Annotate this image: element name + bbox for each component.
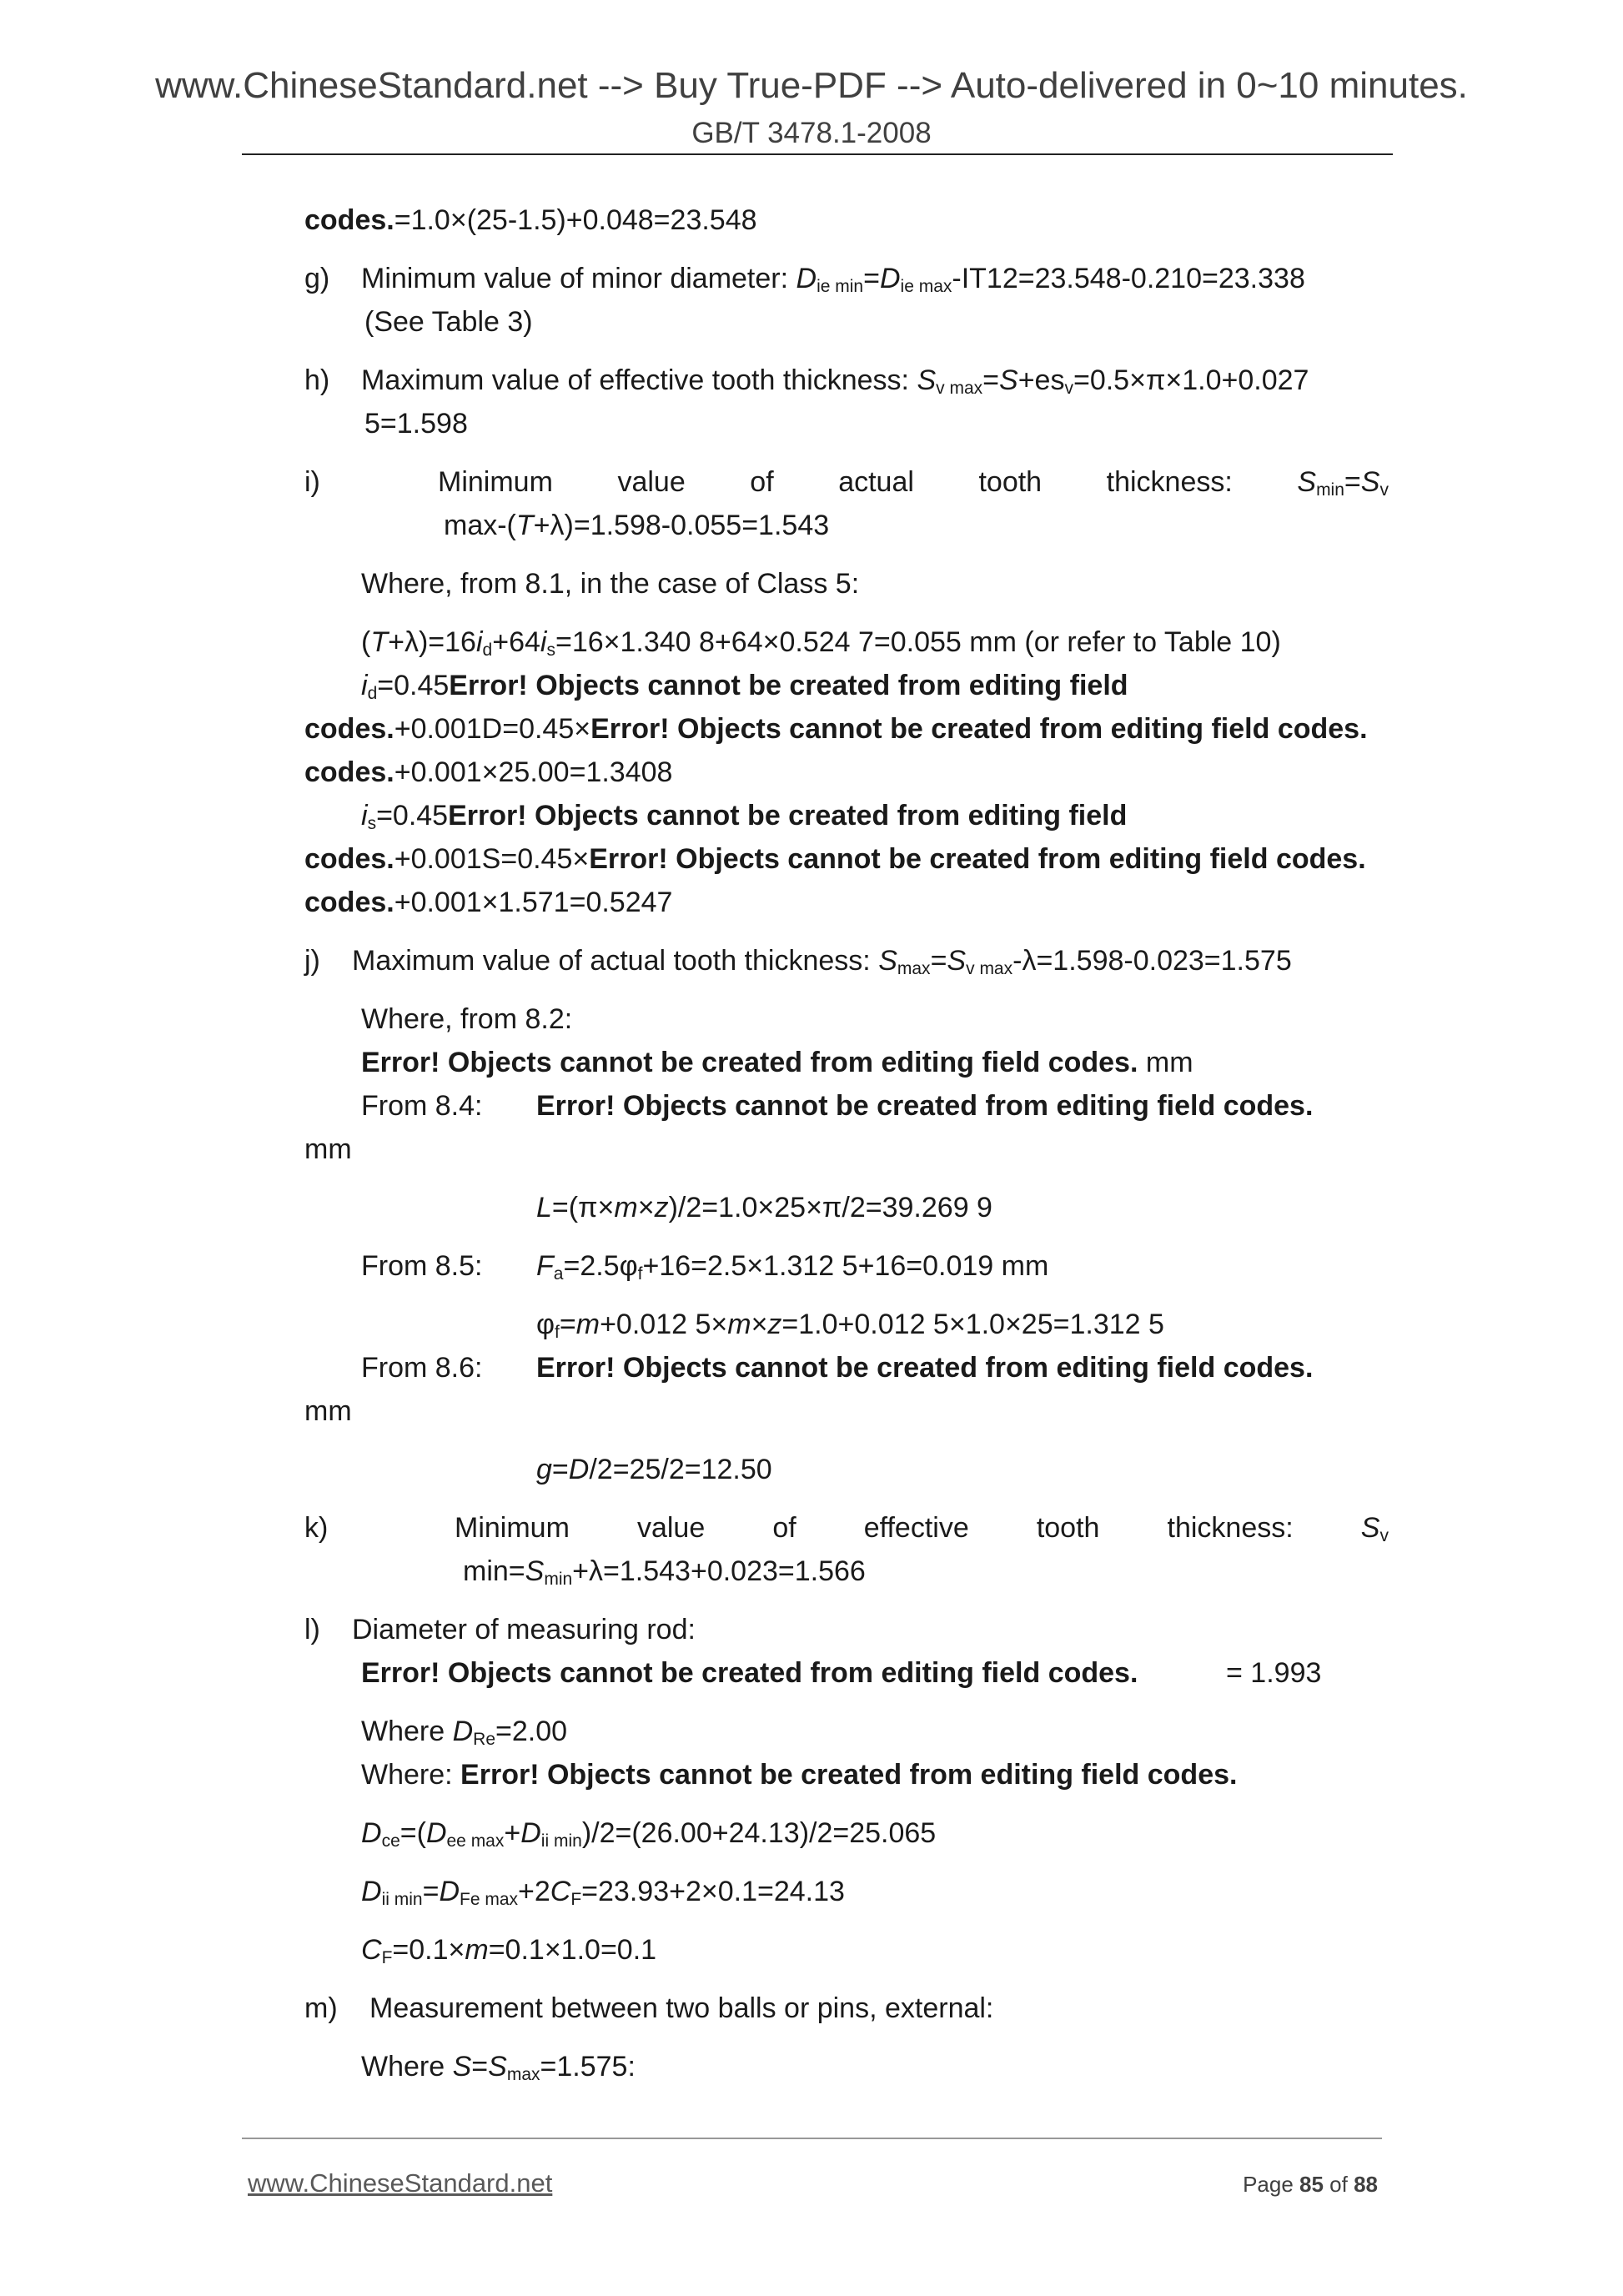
item-label-m: m) [304, 1992, 338, 2024]
item-label-l: l) [304, 1614, 320, 1645]
id-line-3: codes.+0.001×25.00=1.3408 [304, 756, 673, 788]
rod-diameter-value: = 1.993 [1226, 1657, 1322, 1689]
phi-formula: $\varphi_f=m+0.012$ 5×m×z=1.0+0.012 5×1.0×25=1.312 5 [536, 1309, 1164, 1342]
item-label-j: j) [304, 945, 320, 977]
word: of [772, 1512, 796, 1544]
error-text: Error! Objects cannot be created from editing field [449, 670, 1128, 701]
error-text: Error! Objects cannot be created from editing field codes. [589, 843, 1366, 875]
item-label-g: g) [304, 263, 330, 294]
error-line: Error! Objects cannot be created from editing field codes. [536, 1090, 1314, 1122]
id-line-2: codes.+0.001D=0.45×Error! Objects cannot be created from editing field codes. [304, 713, 1368, 745]
word: of [750, 466, 774, 498]
page-indicator: Page 85 of 88 [1243, 2172, 1378, 2197]
header-banner: www.ChineseStandard.net --> Buy True-PDF --> Auto-delivered in 0~10 minutes. [155, 65, 1468, 106]
item-label-h: h) [304, 364, 330, 396]
item-g-text: Minimum value of minor diameter: $D_{ie min}=D_{ie max}-IT12=23.548-0.210=23.338$ [361, 263, 1305, 296]
L-formula: L=(π×m×z)/2=1.0×25×π/2=39.269 9 [536, 1192, 992, 1223]
error-line: Error! Objects cannot be created from editing field codes. [361, 1657, 1138, 1689]
from-8-6-label: From 8.6: [361, 1352, 483, 1384]
word: Minimum [438, 466, 553, 498]
item-h-continuation: 5=1.598 [364, 408, 468, 440]
tolerance-formula: $(T+\lambda)=16i_d+64i_s=16\times 1.340$ 8+64×0.524 7=0.055 mm (or refer to Table 10) [361, 626, 1281, 660]
item-label-k: k) [304, 1512, 329, 1544]
cf-formula: $C_F=0.1\times m=0.1\times 1.0=0.1$ [361, 1934, 657, 1967]
word: thickness: [1167, 1512, 1294, 1544]
formula: $S_{max}=S_{v max}-\lambda=1.598-0.023=1.575$ [878, 945, 1292, 978]
item-m-where: Where $S=S_{max}=1.575$: [361, 2051, 636, 2084]
unit-mm: mm [304, 1133, 352, 1165]
word: thickness: [1106, 466, 1233, 498]
dii-formula: $D_{ii min}=D_{Fe max}+2C_F=23.93+2\times 0.1=24.13$ [361, 1876, 845, 1909]
item-j-where: Where, from 8.2: [361, 1003, 573, 1035]
error-line: Error! Objects cannot be created from editing field codes. mm [361, 1047, 1193, 1078]
footer-site-link[interactable]: www.ChineseStandard.net [248, 2168, 553, 2198]
item-m-text: Measurement between two balls or pins, external: [369, 1992, 994, 2024]
word: $S_{min}=S_v$ [1297, 466, 1389, 500]
from-8-4-label: From 8.4: [361, 1090, 483, 1122]
error-text: Error! Objects cannot be created from editing field [448, 800, 1128, 831]
text-line: codes.=1.0×(25-1.5)+0.048=23.548 [304, 204, 757, 236]
item-l-text: Diameter of measuring rod: [352, 1614, 696, 1645]
error-text: Error! Objects cannot be created from editing field codes. [590, 713, 1368, 745]
word: actual [838, 466, 914, 498]
g-formula: g=D/2=25/2=12.50 [536, 1454, 772, 1485]
Fa-formula: $F_a=2.5\varphi_f+16=2.5\times 1.312$ 5+16=0.019 mm [536, 1250, 1049, 1284]
id-line-1: $i_d=0.45Error$! Objects cannot be created from editing field [361, 670, 1128, 703]
word: value [636, 1512, 706, 1544]
error-text: Error! Objects cannot be created from editing field codes. [460, 1759, 1238, 1791]
where-dre: Where $D_{Re}=2.00$ [361, 1716, 568, 1749]
word: effective [863, 1512, 969, 1544]
where-line: Where: Error! Objects cannot be created from editing field codes. [361, 1759, 1238, 1791]
formula: $D_{ie min}=D_{ie max}-IT12=23.548-0.210=23.338$ [796, 263, 1305, 296]
dce-formula: $D_{ce}=(D_{ee max}+D_{ii min})/2=(26.00+24.13)/2=25.065$ [361, 1817, 937, 1851]
is-line-2: codes.+0.001S=0.45×Error! Objects cannot be created from editing field codes. [304, 843, 1366, 875]
formula: $S_{v max}=S+es_v=0.5\times\pi\times 1.0+0.027$ [917, 364, 1309, 398]
word: $S_v$ [1360, 1512, 1389, 1545]
item-g-continuation: (See Table 3) [364, 306, 533, 338]
is-line-1: $i_s=0.45Error$! Objects cannot be created from editing field [361, 800, 1128, 833]
word: tooth [1036, 1512, 1100, 1544]
from-8-5-label: From 8.5: [361, 1250, 483, 1282]
unit-mm: mm [304, 1395, 352, 1427]
item-k-continuation: $\min=S_{min}+\lambda=1.543+0.023=1.566$ [463, 1555, 866, 1589]
word: Minimum [455, 1512, 570, 1544]
item-i-where: Where, from 8.1, in the case of Class 5: [361, 568, 860, 600]
item-k-justified [455, 1506, 1389, 1550]
is-line-3: codes.+0.001×1.571=0.5247 [304, 887, 673, 918]
item-i-continuation: max-(T+λ)=1.598-0.055=1.543 [444, 510, 830, 541]
item-j-text: Maximum value of actual tooth thickness: $S_{max}=S_{v max}-\lambda=1.598-0.023=1.575$ [352, 945, 1292, 978]
error-line: Error! Objects cannot be created from editing field codes. [536, 1352, 1314, 1384]
standard-number: GB/T 3478.1-2008 [691, 117, 932, 149]
item-i-justified [438, 460, 1389, 504]
footer-divider [242, 2138, 1382, 2139]
item-label-i: i) [304, 466, 320, 498]
word: tooth [978, 466, 1043, 498]
word: value [617, 466, 686, 498]
header-divider [242, 153, 1393, 155]
item-h-text: Maximum value of effective tooth thickness: $S_{v max}=S+es_v=0.5\times\pi\times 1.0+0.027$ [361, 364, 1309, 398]
